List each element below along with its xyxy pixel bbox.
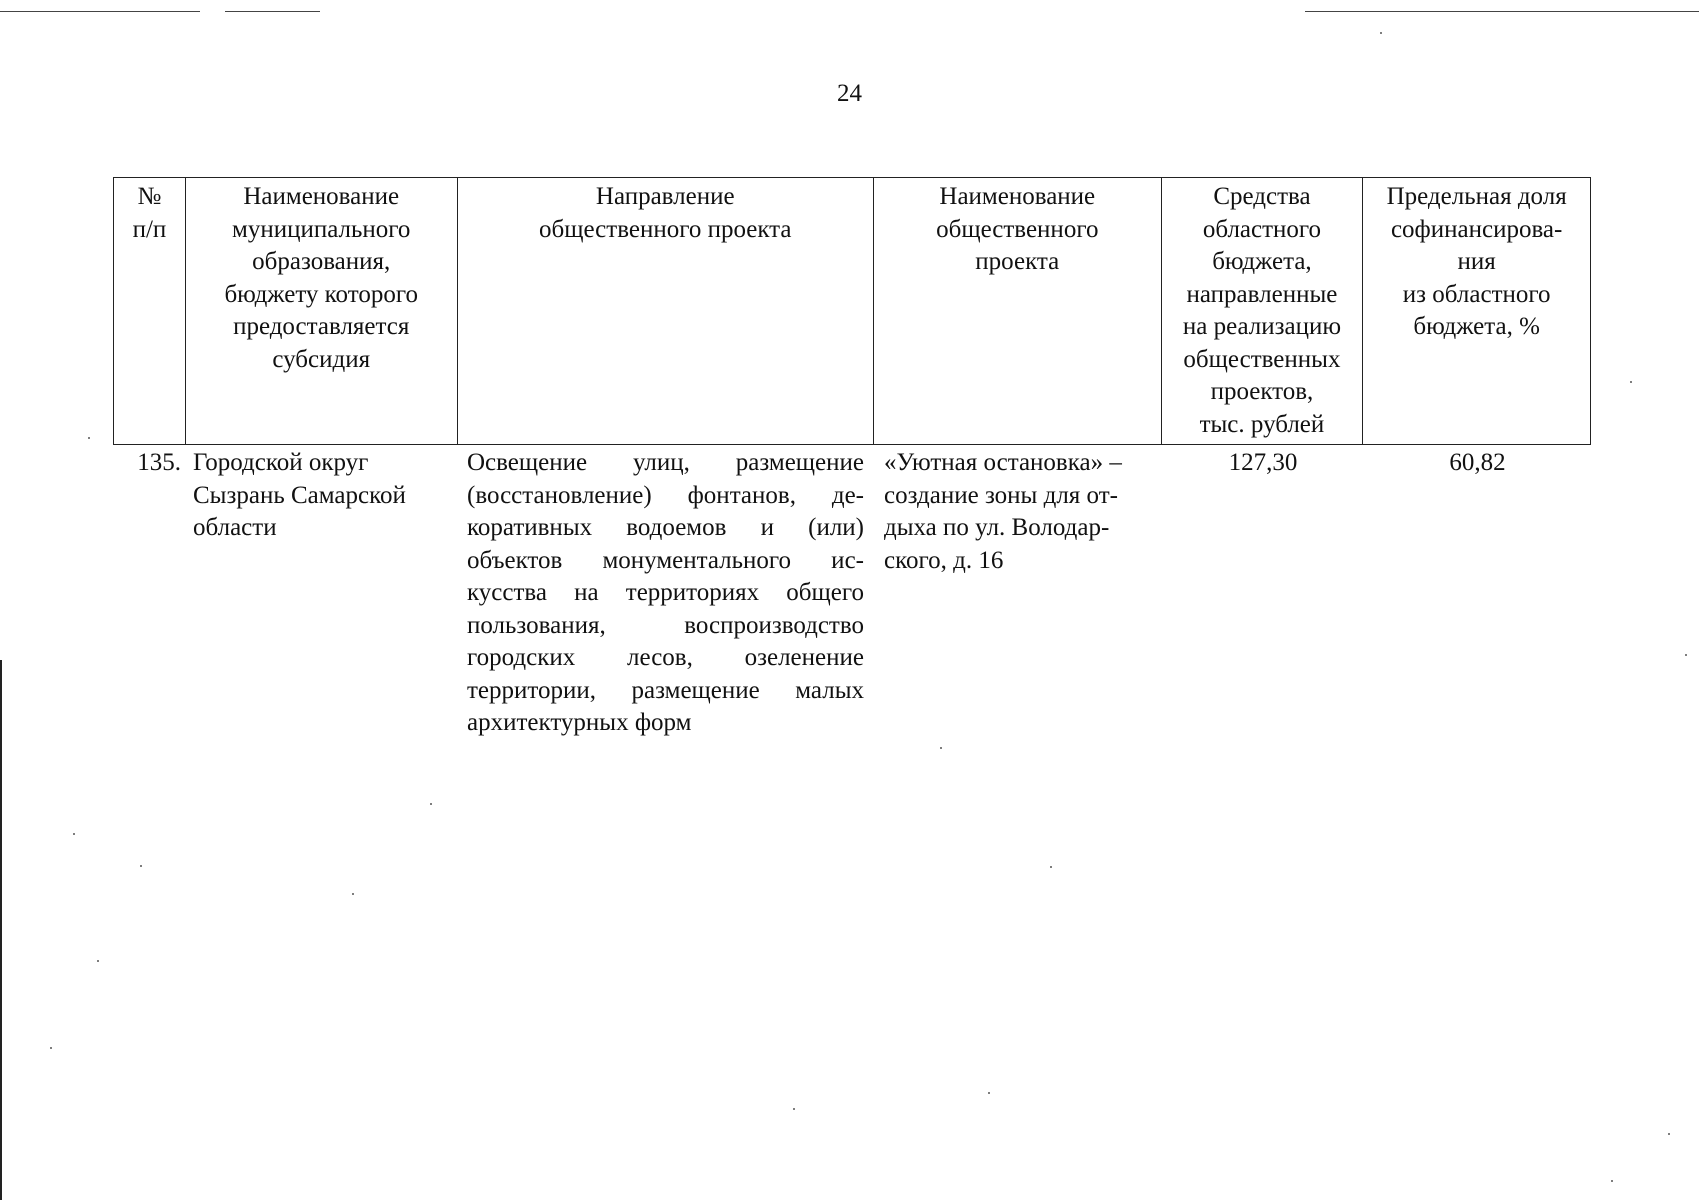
scan-edge-left [0,660,2,1200]
header-funds [1162,178,1364,444]
table-row [113,447,1591,740]
scan-speck [1630,381,1632,383]
header-project-name [874,178,1162,444]
scan-speck [1611,1180,1613,1182]
cell-text-line: объектов монументального ис- [467,546,864,574]
header-text-line: Наименование [243,183,400,210]
scan-speck [97,960,99,962]
header-text-line: бюджету которого [224,280,418,308]
header-text-line: Направление [595,183,735,210]
header-text-line: Предельная доля [1386,183,1567,210]
header-text-line: софинансирова- [1390,215,1563,243]
header-municipality [186,178,458,444]
scan-speck [430,803,432,805]
cell-text-line: пользования, воспроизводство [467,611,864,639]
scan-edge-top-left [0,11,200,12]
header-text-line: Средства [1213,183,1311,210]
cell-text-line: ского, д. 16 [884,546,1004,574]
scan-speck [1050,866,1052,868]
header-text-line: проекта [975,248,1060,275]
cell-text-line: коративных водоемов и (или) [467,514,864,541]
header-text-line: муниципального [232,215,411,243]
header-share [1363,178,1590,444]
header-text-line: п/п [132,215,167,243]
cell-text-line: кусства на территориях общего [467,579,864,606]
table-header [113,177,1591,445]
page-number: 24 [837,80,862,107]
cell-text-line: территории, размещение малых [467,676,864,704]
row-project-name [874,447,1162,740]
cell-text-line: создание зоны для от- [884,481,1118,509]
scan-speck [988,1092,990,1094]
cell-text-line: (восстановление) фонтанов, де- [467,481,864,509]
row-municipality [185,447,457,740]
header-text-line: проектов, [1210,378,1314,405]
cell-text-line: архитектурных форм [467,709,692,736]
cell-text-line: «Уютная остановка» – [884,449,1122,476]
header-text-line: из областного [1402,280,1551,308]
scan-speck [50,1047,52,1049]
header-direction [458,178,874,444]
cell-text-line: Освещение улиц, размещение [467,449,864,476]
header-text-line: областного [1202,215,1322,243]
cell-text-line: Сызрань Самарской [193,481,406,509]
header-text-line: общественного проекта [538,215,792,243]
header-text-line: тыс. рублей [1199,410,1325,438]
header-text-line: направленные [1186,280,1338,308]
scan-edge-top-dash [225,11,320,12]
scan-speck [793,1108,795,1110]
header-text-line: на реализацию [1182,313,1342,340]
cell-text-line: дыха по ул. Володар- [884,514,1110,541]
scan-edge-top-right [1305,11,1699,12]
header-text-line: Наименование [939,183,1096,210]
header-text-line: общественных [1183,345,1341,373]
header-text-line: предоставляется [233,313,410,340]
header-number [114,178,186,444]
scan-speck [1668,1133,1670,1135]
header-text-line: бюджета, % [1413,313,1540,340]
header-text-line: образования, [252,248,391,275]
scan-speck [73,833,75,835]
scan-speck [140,865,142,867]
scan-speck [940,747,942,749]
header-text-line: бюджета, [1212,248,1312,275]
scan-speck [88,437,90,439]
scan-speck [352,893,354,895]
cell-text-line: области [193,514,277,541]
row-share: 60,82 [1449,449,1506,476]
scan-speck [1380,32,1382,34]
cell-text-line: городских лесов, озеленение [467,644,864,671]
row-funds: 127,30 [1228,449,1298,476]
cell-text-line: Городской округ [193,449,369,476]
header-text-line: общественного [936,215,1099,243]
row-direction [457,447,874,740]
row-number: 135. [137,449,181,476]
scan-speck [1685,654,1687,656]
header-text-line: ния [1457,248,1496,275]
header-text-line: субсидия [272,345,371,373]
header-text-line: № [137,183,162,210]
